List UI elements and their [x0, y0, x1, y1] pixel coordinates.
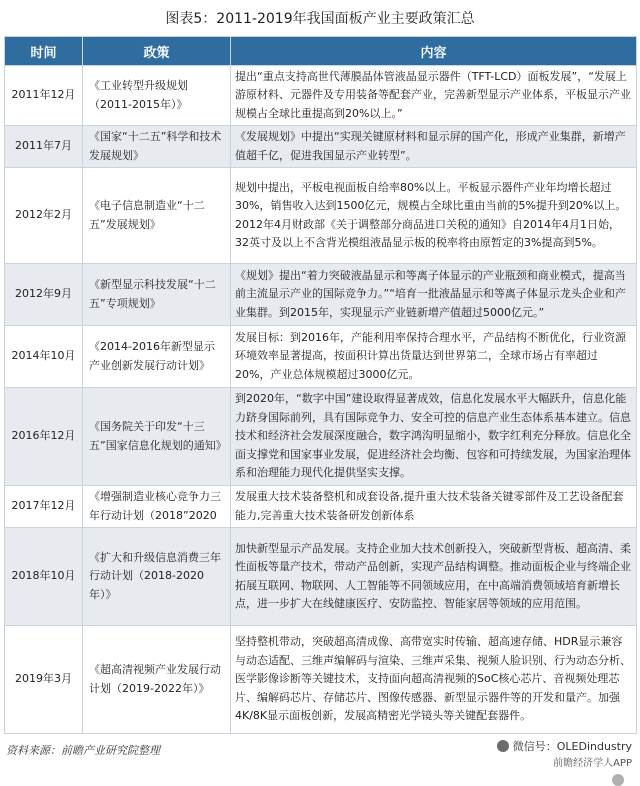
row-content: 《规划》提出“着力突破液晶显示和等离子体显示的产业瓶颈和商业模式，提高当前主流显示产业的国际竞争力。”“培育一批液晶显示和等离子体显示龙头企业和产业集群。到2015年，实现显示产业链新增产值超过5000亿元。” [231, 264, 637, 326]
row-policy: 《扩大和升级信息消费三年行动计划（2018-2020年）》 [83, 528, 231, 626]
table-row [5, 388, 637, 486]
footer [0, 734, 640, 774]
header-date: 时间 [5, 37, 83, 66]
app-logo-icon [612, 774, 624, 786]
source-note: 资料来源：前瞻产业研究院整理 [6, 744, 160, 757]
table-row [5, 528, 637, 626]
row-policy: 《超高清视频产业发展行动计划（2019-2022年）》 [83, 626, 231, 734]
wechat-text: 微信号：OLEDindustry [512, 740, 632, 753]
row-date: 2017年12月 [5, 486, 83, 528]
table-row [5, 626, 637, 734]
row-date: 2011年7月 [5, 126, 83, 168]
table-row [5, 126, 637, 168]
table-row [5, 486, 637, 528]
table-row [5, 264, 637, 326]
wechat-handle [497, 738, 632, 754]
header-content: 内容 [231, 37, 637, 66]
row-content: 发展重大技术装备整机和成套设备,提升重大技术装备关键零部件及工艺设备配套能力,完善重大技术装备研发创新体系 [231, 486, 637, 528]
row-policy: 《工业转型升级规划（2011-2015年）》 [83, 66, 231, 126]
row-date: 2018年10月 [5, 528, 83, 626]
row-policy: 《国家“十二五”科学和技术发展规划》 [83, 126, 231, 168]
row-content: 规划中提出，平板电视面板自给率80%以上。平板显示器件产业年均增长超过30%，销售收入达到1500亿元，规模占全球比重由当前的5%提升到20%以上。2012年4月财政部《关于调整部分商品进口关税的通知》自2014年4月1日始，32英寸及以上不含背光模组液晶显示板的税率将由原暂定的3%提高到5%。 [231, 168, 637, 264]
row-content: 坚持整机带动，突破超高清成像、高带宽实时传输、超高速存储、HDR显示兼容与动态适配、三维声编解码与渲染、三维声采集、视频人脸识别、行为动态分析、医学影像诊断等关键技术，支持面向超高清视频的SoC核心芯片、音视频处理芯片、编解码芯片、存储芯片、图像传感器、新型显示器件等的开发和量产。加强4K/8K显示面板创新，发展高精密光学镜头等关键配套器件。 [231, 626, 637, 734]
table-row [5, 66, 637, 126]
app-credit [553, 754, 632, 769]
row-content: 到2020年，“数字中国”建设取得显著成效，信息化发展水平大幅跃升，信息化能力跻身国际前列，具有国际竞争力、安全可控的信息产业生态体系基本建立。信息技术和经济社会发展深度融合，数字鸿沟明显缩小，数字红利充分释放。信息化全面支撑党和国家事业发展，促进经济社会均衡、包容和可持续发展，为国家治理体系和治理能力现代化提供坚实支撑。 [231, 388, 637, 486]
row-date: 2012年2月 [5, 168, 83, 264]
chart-title [0, 0, 640, 36]
row-date: 2011年12月 [5, 66, 83, 126]
row-policy: 《国务院关于印发“十三五”国家信息化规划的通知》 [83, 388, 231, 486]
wechat-icon [497, 740, 509, 752]
row-content: 加快新型显示产品发展。支持企业加大技术创新投入，突破新型背板、超高清、柔性面板等量产技术，带动产品创新，实现产品结构调整。推动面板企业与终端企业拓展互联网、物联网、人工智能等不同领域应用，在中高端消费领域培育新增长点，进一步扩大在线健康医疗、安防监控、智能家居等领域的应用范围。 [231, 528, 637, 626]
table-row [5, 168, 637, 264]
row-content: 《发展规划》中提出“实现关键原材料和显示屏的国产化，形成产业集群，新增产值超千亿，促进我国显示产业转型”。 [231, 126, 637, 168]
row-date: 2019年3月 [5, 626, 83, 734]
title-text: 图表5：2011-2019年我国面板产业主要政策汇总 [165, 11, 475, 27]
table-header-row [5, 37, 637, 66]
row-date: 2012年9月 [5, 264, 83, 326]
policy-table [4, 36, 637, 734]
row-content: 发展目标：到2016年，产能利用率保持合理水平，产品结构不断优化，行业资源环境效率显著提高，按面积计算出货量达到世界第二，全球市场占有率超过20%，产业总体规模超过3000亿元。 [231, 326, 637, 388]
row-policy: 《2014-2016年新型显示产业创新发展行动计划》 [83, 326, 231, 388]
app-text: 前瞻经济学人APP [553, 758, 632, 769]
row-policy: 《电子信息制造业“十二五”发展规划》 [83, 168, 231, 264]
table-row [5, 326, 637, 388]
row-policy: 《增强制造业核心竞争力三年行动计划（2018”2020 [83, 486, 231, 528]
header-policy: 政策 [83, 37, 231, 66]
row-policy: 《新型显示科技发展“十二五”专项规划》 [83, 264, 231, 326]
row-content: 提出“重点支持高世代薄膜晶体管液晶显示器件（TFT-LCD）面板发展”，“发展上游原材料、元器件及专用装备等配套产业，完善新型显示产业体系，平板显示产业规模占全球比重提高到20%以上。” [231, 66, 637, 126]
row-date: 2016年12月 [5, 388, 83, 486]
row-date: 2014年10月 [5, 326, 83, 388]
